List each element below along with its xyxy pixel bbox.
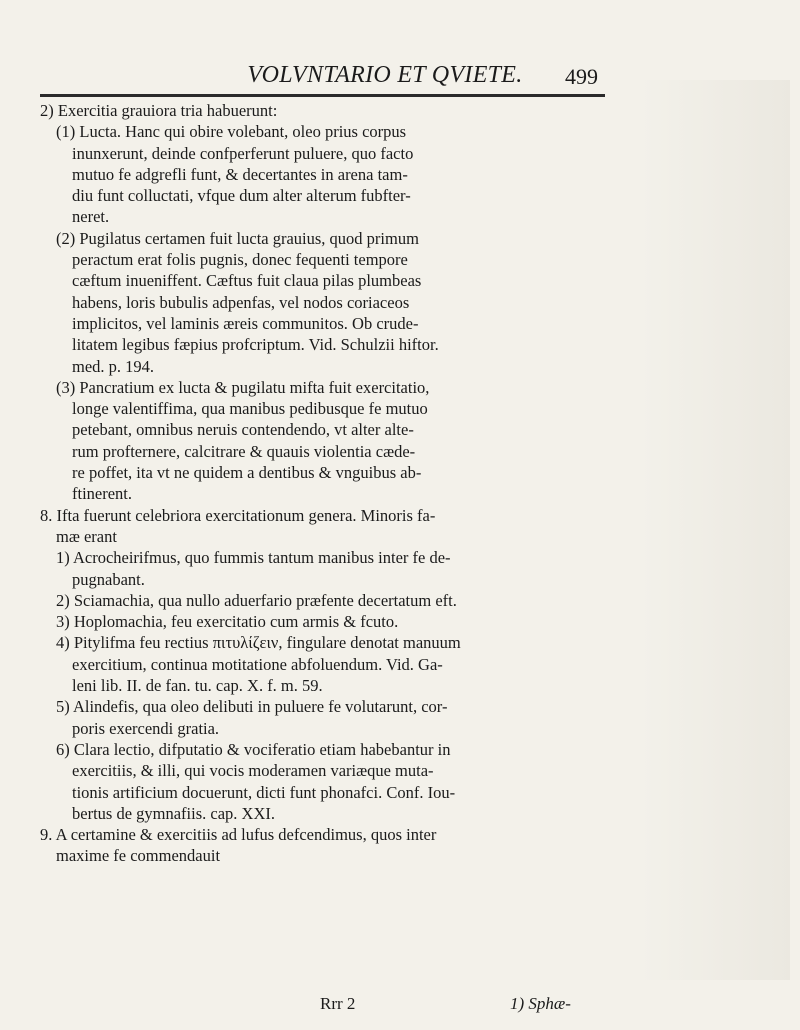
text-line: ftinerent. <box>72 484 133 504</box>
running-title: VOLVNTARIO ET QVIETE. <box>247 62 523 88</box>
text-line: 2) Exercitia grauiora tria habuerunt: <box>40 101 278 120</box>
text-line: mutuo fe adgrefli funt, & decertantes in arena tam- <box>72 164 408 184</box>
text-line: 3) Hoplomachia, feu exercitatio cum armis & fcuto. <box>56 612 399 632</box>
text-line: (1) Lucta. Hanc qui obire volebant, oleo prius corpus <box>56 122 407 142</box>
text-line: exercitium, continua motitatione abfoluendum. Vid. Ga- <box>72 654 443 674</box>
text-line: (3) Pancratium ex lucta & pugilatu mifta fuit exercitatio, <box>56 377 430 397</box>
page-number: 499 <box>565 64 598 89</box>
body-text <box>40 100 610 867</box>
text-line: pugnabant. <box>72 569 145 589</box>
text-line: (2) Pugilatus certamen fuit lucta grauius, quod primum <box>56 228 419 248</box>
text-line: inunxerunt, deinde confperferunt puluere, quo facto <box>72 143 414 163</box>
header-rule <box>40 94 605 97</box>
text-line: neret. <box>72 207 110 227</box>
text-line: leni lib. II. de fan. tu. cap. X. f. m. 59. <box>72 676 323 696</box>
text-line: 4) Pitylifma feu rectius πιτυλίζειν, fingulare denotat manuum <box>56 633 461 653</box>
signature-mark: Rrr 2 <box>320 994 356 1013</box>
text-line: exercitiis, & illi, qui vocis moderamen variæque muta- <box>72 761 434 781</box>
text-line: cæftum inueniffent. Cæftus fuit claua pilas plumbeas <box>72 271 422 291</box>
text-line: 9. A certamine & exercitiis ad lufus defcendimus, quos inter <box>40 825 437 845</box>
text-line: petebant, omnibus neruis contendendo, vt alter alte- <box>72 420 414 440</box>
text-line: litatem legibus fæpius profcriptum. Vid. Schulzii hiftor. <box>72 335 439 355</box>
text-line: diu funt colluctati, vfque dum alter alterum fubfter- <box>72 186 411 206</box>
text-line: peractum erat folis pugnis, donec fequenti tempore <box>72 250 408 270</box>
text-line: mæ erant <box>56 526 117 546</box>
text-line: rum profternere, calcitrare & quauis violentia cæde- <box>72 441 416 461</box>
text-line: 8. Ifta fuerunt celebriora exercitationum genera. Minoris fa- <box>40 505 436 525</box>
text-line: implicitos, vel laminis æreis communitos. Ob crude- <box>72 313 419 333</box>
text-line: 1) Acrocheirifmus, quo fummis tantum manibus inter fe de- <box>56 548 451 568</box>
text-line: poris exercendi gratia. <box>72 718 220 738</box>
text-line: 6) Clara lectio, difputatio & vociferatio etiam habebantur in <box>56 739 451 759</box>
text-line: bertus de gymnafiis. cap. XXI. <box>72 803 275 823</box>
text-line: re poffet, ita vt ne quidem a dentibus & vnguibus ab- <box>72 463 422 483</box>
text-line: longe valentiffima, qua manibus pedibusque fe mutuo <box>72 399 428 419</box>
text-line: 2) Sciamachia, qua nullo aduerfario præfente decertatum eft. <box>56 590 457 610</box>
text-line: med. p. 194. <box>72 356 155 376</box>
text-line: habens, loris bubulis adpenfas, vel nodos coriaceos <box>72 292 410 312</box>
page-edge-shadow <box>640 80 790 980</box>
text-line: 5) Alindefis, qua oleo delibuti in puluere fe volutarunt, cor- <box>56 697 448 717</box>
text-line: maxime fe commendauit <box>56 846 221 866</box>
text-line: tionis artificium docuerunt, dicti funt phonafci. Conf. Iou- <box>72 782 456 802</box>
catchword: 1) Sphæ- <box>510 994 571 1013</box>
